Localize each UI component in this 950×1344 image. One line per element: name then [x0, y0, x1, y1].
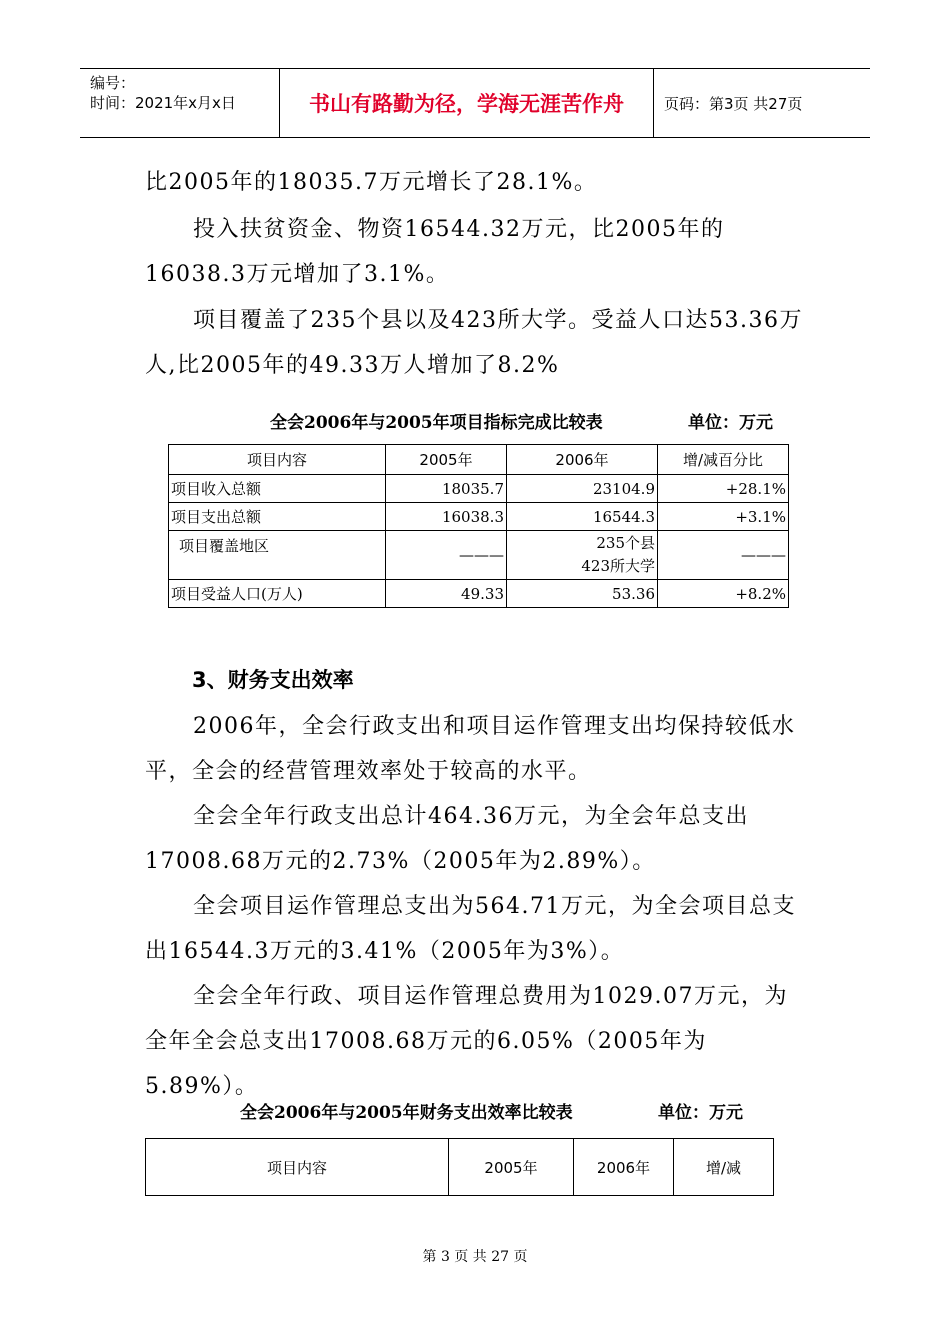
table-row — [169, 531, 789, 580]
cell-2006: 23104.9 — [507, 475, 658, 503]
paragraph-3: 项目覆盖了235个县以及423所大学。受益人口达53.36万人,比2005年的49.33万人增加了8.2% — [145, 308, 803, 378]
table-row — [169, 580, 789, 608]
paragraph-2: 投入扶贫资金、物资16544.32万元，比2005年的16038.3万元增加了3.1%。 — [145, 217, 725, 287]
paragraph-1: 比2005年的18035.7万元增长了28.1%。 — [145, 170, 598, 195]
table-row — [169, 503, 789, 531]
cell-2005: 16038.3 — [386, 503, 507, 531]
financial-efficiency-table — [145, 1138, 774, 1196]
header-page-label: 页码：第3页 共27页 — [664, 94, 803, 113]
cell-2006: 53.36 — [507, 580, 658, 608]
col-header-2006: 2006年 — [574, 1139, 674, 1196]
table-header-row — [169, 445, 789, 475]
paragraph-7: 全会全年行政、项目运作管理总费用为1029.07万元，为全年全会总支出17008.68万元的6.05%（2005年为5.89%）。 — [145, 984, 788, 1099]
header-meta — [80, 69, 280, 137]
table1-unit: 单位：万元 — [688, 413, 773, 433]
project-indicator-table — [168, 444, 789, 608]
col-header-item: 项目内容 — [169, 445, 386, 475]
cell-item: 项目收入总额 — [169, 475, 386, 503]
table-row — [169, 475, 789, 503]
col-header-2005: 2005年 — [449, 1139, 574, 1196]
coverage-universities: 423所大学 — [581, 557, 655, 575]
cell-2006 — [507, 531, 658, 580]
doc-time-label: 时间：2021年x月x日 — [90, 94, 236, 112]
table-header-row — [146, 1139, 774, 1196]
cell-change: +8.2% — [658, 580, 789, 608]
col-header-change: 增/减 — [674, 1139, 774, 1196]
cell-item: 项目受益人口(万人) — [169, 580, 386, 608]
header-motto: 书山有路勤为径，学海无涯苦作舟 — [280, 69, 654, 137]
page-header — [80, 68, 870, 138]
cell-2006: 16544.3 — [507, 503, 658, 531]
cell-change: +28.1% — [658, 475, 789, 503]
cell-change: ——— — [658, 531, 789, 580]
table2-caption: 全会2006年与2005年财务支出效率比较表 — [240, 1103, 573, 1123]
coverage-counties: 235个县 — [596, 534, 655, 552]
paragraph-6: 全会项目运作管理总支出为564.71万元，为全会项目总支出16544.3万元的3.41%（2005年为3%）。 — [145, 894, 796, 964]
paragraph-4: 2006年，全会行政支出和项目运作管理支出均保持较低水平，全会的经营管理效率处于较高的水平。 — [145, 714, 796, 784]
col-header-item: 项目内容 — [146, 1139, 449, 1196]
cell-2005: ——— — [386, 531, 507, 580]
cell-2005: 49.33 — [386, 580, 507, 608]
table1-caption: 全会2006年与2005年项目指标完成比较表 — [270, 413, 603, 433]
cell-2005: 18035.7 — [386, 475, 507, 503]
section-3-heading: 3、财务支出效率 — [192, 668, 354, 692]
cell-item: 项目支出总额 — [169, 503, 386, 531]
col-header-2006: 2006年 — [507, 445, 658, 475]
cell-item: 项目覆盖地区 — [169, 531, 386, 580]
paragraph-5: 全会全年行政支出总计464.36万元，为全会年总支出17008.68万元的2.73%（2005年为2.89%）。 — [145, 804, 749, 874]
doc-number-label: 编号： — [90, 74, 136, 92]
cell-change: +3.1% — [658, 503, 789, 531]
table2-unit: 单位：万元 — [658, 1103, 743, 1123]
page-footer: 第 3 页 共 27 页 — [422, 1249, 528, 1265]
col-header-2005: 2005年 — [386, 445, 507, 475]
col-header-change: 增/减百分比 — [658, 445, 789, 475]
